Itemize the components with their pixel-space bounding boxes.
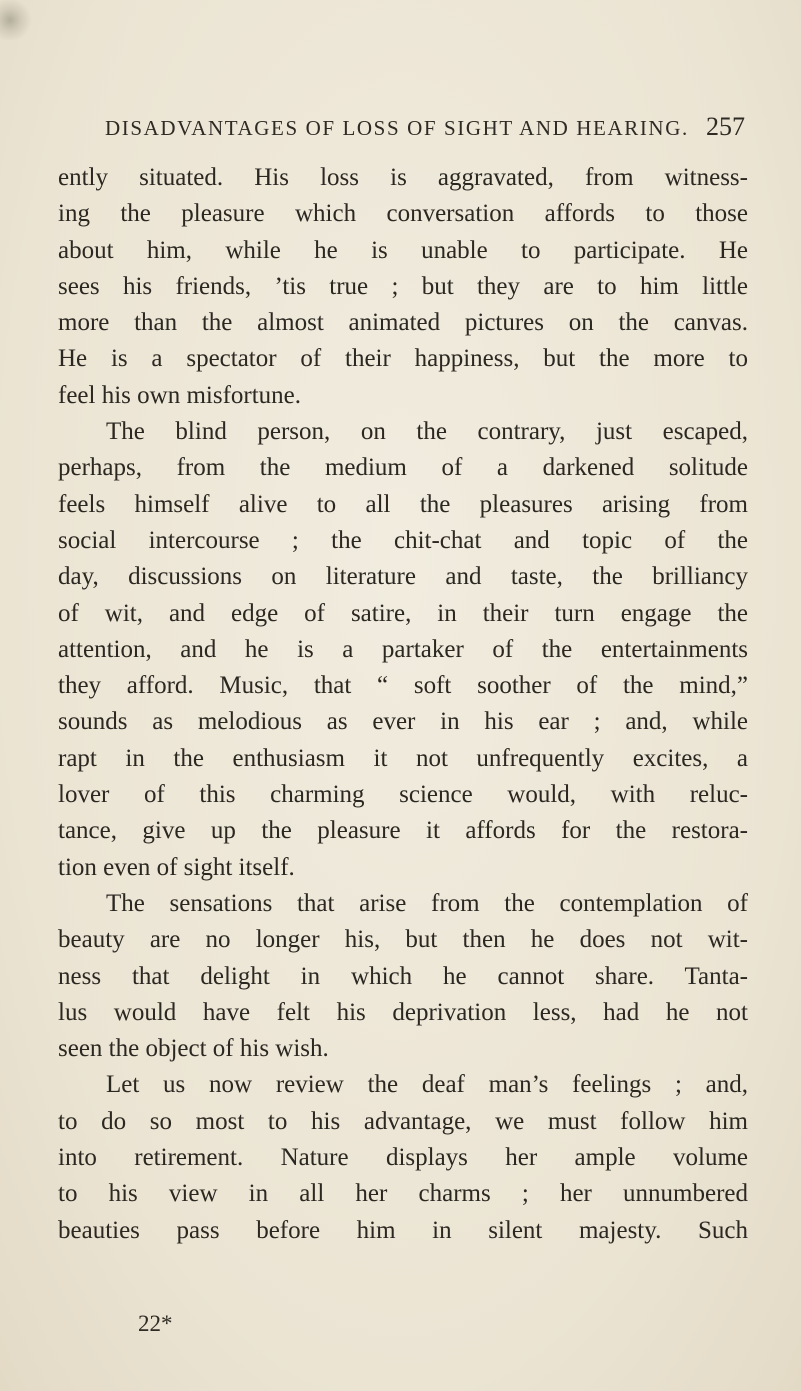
text-line: ently situated. His loss is aggravated, from witness- <box>58 164 748 191</box>
text-line: social intercourse ; the chit-chat and topic of the <box>58 526 748 554</box>
text-line: attention, and he is a partaker of the entertainments <box>58 635 748 663</box>
signature-mark: 22* <box>138 1311 173 1336</box>
text-line: seen the object of his wish. <box>58 1035 329 1063</box>
text-line: into retirement. Nature displays her ample volume <box>58 1144 748 1172</box>
text-line: beauties pass before him in silent majesty. Such <box>58 1216 748 1244</box>
text-line: day, discussions on literature and taste, the brilliancy <box>58 563 748 591</box>
text-line: sounds as melodious as ever in his ear ; and, while <box>58 708 748 736</box>
text-line: to his view in all her charms ; her unnumbered <box>58 1180 748 1208</box>
text-line: Let us now review the deaf man’s feelings ; and, <box>106 1071 748 1099</box>
text-line: sees his friends, ’tis true ; but they are to him little <box>58 272 748 300</box>
text-line: they afford. Music, that “ soft soother of the mind,” <box>58 672 748 700</box>
running-title: DISADVANTAGES OF LOSS OF SIGHT AND HEARING. <box>105 116 689 140</box>
text-line: about him, while he is unable to participate. He <box>58 236 748 264</box>
text-line: He is a spectator of their happiness, but the more to <box>58 345 748 373</box>
running-head <box>105 112 745 142</box>
text-line: lus would have felt his deprivation less, had he not <box>58 998 748 1026</box>
text-line: rapt in the enthusiasm it not unfrequently excites, a <box>58 744 748 772</box>
text-body <box>58 160 748 1249</box>
text-line: to do so most to his advantage, we must follow him <box>58 1107 748 1135</box>
text-line: more than the almost animated pictures on the canvas. <box>58 309 748 337</box>
text-line: ness that delight in which he cannot share. Tanta- <box>58 962 748 990</box>
text-line: feel his own misfortune. <box>58 381 302 409</box>
text-line: of wit, and edge of satire, in their turn engage the <box>58 599 748 627</box>
text-line: perhaps, from the medium of a darkened solitude <box>58 454 748 482</box>
text-line: ing the pleasure which conversation affords to those <box>58 200 748 228</box>
text-line: lover of this charming science would, with reluc- <box>58 781 748 809</box>
text-line: tance, give up the pleasure it affords for the restora- <box>58 817 748 845</box>
text-line: The sensations that arise from the contemplation of <box>106 889 748 917</box>
text-line: beauty are no longer his, but then he does not wit- <box>58 926 748 954</box>
text-line: tion even of sight itself. <box>58 853 295 881</box>
text-line: The blind person, on the contrary, just escaped, <box>106 418 748 446</box>
text-line: feels himself alive to all the pleasures arising from <box>58 490 748 518</box>
page-number: 257 <box>706 112 745 141</box>
page-stain <box>0 0 40 40</box>
